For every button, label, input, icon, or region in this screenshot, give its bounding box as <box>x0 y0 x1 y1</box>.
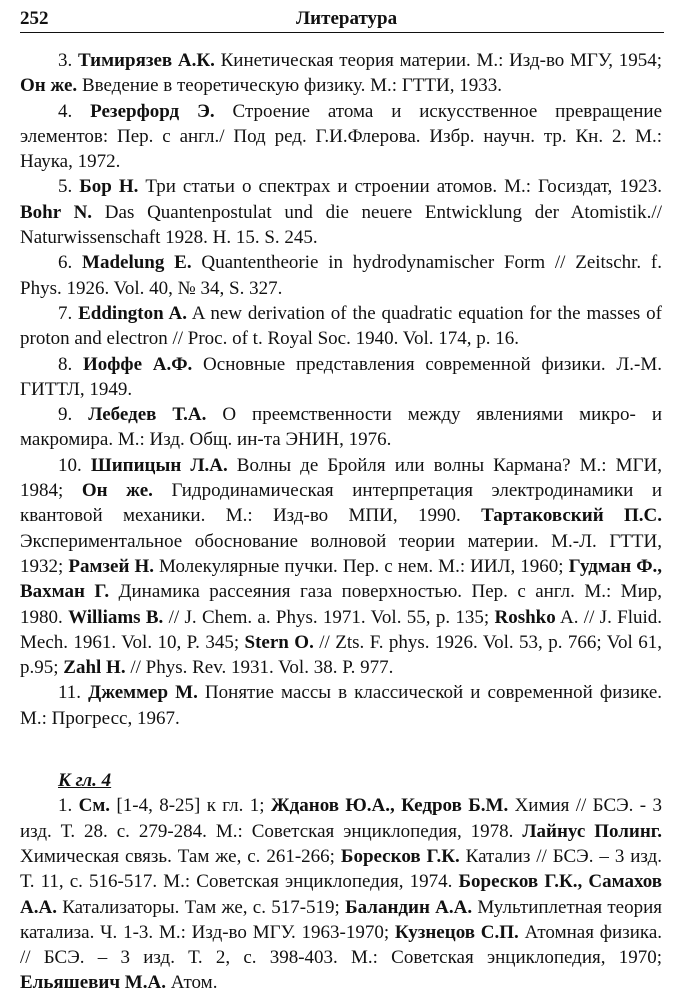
reference-author: Жданов Ю.А., Кедров Б.М. <box>270 795 509 817</box>
reference-text: Химическая связь. Там же, с. 261-266; <box>20 845 341 867</box>
reference-entry <box>20 99 662 175</box>
reference-author: Он же. <box>81 480 153 502</box>
reference-author: Тартаковский П.С. <box>481 505 663 527</box>
reference-author: Лайнус Полинг. <box>522 820 663 842</box>
reference-text: A. // J. Fluid. Mech. 1961. Vol. 10, P. 345; <box>20 606 663 653</box>
reference-text: Гидродинамическая интерпретация электродинамики и квантовой механики. М.: Изд-во МПИ, 1990. <box>20 480 663 527</box>
reference-text: Введение в теоретическую физику. М.: ГТТИ, 1933. <box>77 75 502 97</box>
reference-text: // Zts. F. phys. 1926. Vol. 53, p. 766; Vol 61, p.95; <box>20 631 662 679</box>
reference-entry <box>20 402 662 453</box>
running-title: Литература <box>296 8 398 29</box>
reference-text: 6. <box>58 252 83 274</box>
reference-text: 4. <box>58 100 91 122</box>
reference-author: Джеммер М. <box>88 682 198 704</box>
reference-text: О преемственности между явлениями микро- и макромира. М.: Изд. Общ. ин-та ЭНИН, 1976. <box>20 404 662 451</box>
reference-text: Quantentheorie in hydrodynamischer Form // Zeitschr. f. Phys. 1926. Vol. 40, № 34, S. 327. <box>20 252 663 299</box>
reference-text: 1. <box>58 795 79 817</box>
reference-text: Мультиплетная теория катализа. Ч. 1-3. М.: Изд-во МГУ. 1963-1970; <box>20 896 662 943</box>
reference-text: Катализаторы. Там же, с. 517-519; <box>56 896 346 918</box>
reference-entry <box>20 250 662 301</box>
reference-author: Кузнецов С.П. <box>394 921 519 943</box>
reference-author: Madelung E. <box>82 252 192 274</box>
reference-author: Он же. <box>20 75 78 97</box>
reference-text: 5. <box>58 176 80 198</box>
reference-entry <box>20 680 662 731</box>
reference-author: Williams B. <box>68 606 164 628</box>
reference-text: // Phys. Rev. 1931. Vol. 38. P. 977. <box>125 657 394 679</box>
chapter-heading: К гл. 4 <box>58 770 112 792</box>
reference-entry <box>20 453 662 681</box>
reference-text: 7. <box>58 302 79 324</box>
reference-text: Das Quantenpostulat und die neuere Entwicklung der Atomistik.// Naturwissenschaft 1928. H. 15. S. 245. <box>20 201 662 249</box>
reference-text: Экспериментальное обоснование волновой теории материи. М.-Л. ГТТИ, 1932; <box>20 530 662 577</box>
reference-text: Динамика рассеяния газа поверхностью. Пер. с англ. М.: Мир, 1980. <box>20 581 662 628</box>
reference-text: Химия // БСЭ. - 3 изд. Т. 28. с. 279-284. М.: Советская энциклопедия, 1978. <box>20 795 662 842</box>
reference-entry <box>20 174 662 250</box>
reference-list <box>20 48 662 731</box>
reference-text: Атом. <box>165 972 218 994</box>
reference-author: Тимирязев А.К. <box>77 50 215 71</box>
reference-author: Шипицын Л.А. <box>90 454 228 476</box>
reference-text: 3. <box>58 50 78 71</box>
reference-entry <box>20 352 662 403</box>
reference-text: Основные представления современной физики. Л.-М. ГИТТЛ, 1949. <box>20 353 663 400</box>
reference-text: [1-4, 8-25] к гл. 1; <box>110 795 271 817</box>
reference-author: Баландин А.А. <box>345 896 473 918</box>
reference-entry <box>20 48 662 99</box>
reference-author: Резерфорд Э. <box>90 100 215 122</box>
reference-author: Боресков Г.К. <box>340 845 460 867</box>
reference-text: Строение атома и искусственное превращение элементов: Пер. с англ./ Под ред. Г.И.Флерова. Избр. научн. тр. Кн. 2. М.: Наука, 1972. <box>20 100 662 173</box>
reference-author: Bohr N. <box>20 201 93 223</box>
reference-text: Кинетическая теория материи. М.: Изд-во МГУ, 1954; <box>214 50 662 71</box>
chapter-reference-list <box>20 793 662 995</box>
reference-author: Иоффе А.Ф. <box>83 353 193 375</box>
reference-text: 10. <box>58 454 91 476</box>
reference-author: Stern O. <box>244 631 314 653</box>
reference-entry <box>20 301 662 352</box>
reference-author: Ельяшевич М.А. <box>20 972 166 994</box>
reference-author: Roshko <box>494 606 556 628</box>
reference-text: Атомная физика. // БСЭ. – 3 изд. Т. 2, с. 398-403. М.: Советская энциклопедия, 1970; <box>20 921 663 969</box>
reference-author: Zahl H. <box>63 657 126 679</box>
reference-text: 8. <box>58 353 83 375</box>
reference-text: Волны де Бройля или волны Кармана? М.: МГИ, 1984; <box>20 454 663 502</box>
reference-author: Лебедев Т.А. <box>88 404 207 426</box>
reference-text: A new derivation of the quadratic equation for the masses of proton and electron // Proc. of t. Royal Soc. 1940. Vol. 174, p. 16. <box>20 302 662 350</box>
reference-author: Боресков Г.К., Самахов А.А. <box>20 871 663 918</box>
reference-text: 11. <box>58 682 89 704</box>
reference-text: 9. <box>58 404 89 426</box>
page-number: 252 <box>20 8 49 29</box>
reference-author: Рамзей Н. <box>68 555 154 577</box>
reference-author: См. <box>78 795 111 817</box>
reference-text: Катализ // БСЭ. – 3 изд. Т. 11, с. 516-517. М.: Советская энциклопедия, 1974. <box>20 845 662 893</box>
reference-text: Молекулярные пучки. Пер. с нем. М.: ИИЛ, 1960; <box>154 555 569 577</box>
reference-author: Бор Н. <box>79 176 139 198</box>
reference-text: Понятие массы в классической и современной физике. М.: Прогресс, 1967. <box>20 682 663 729</box>
running-header <box>20 6 664 33</box>
reference-text: // J. Chem. a. Phys. 1971. Vol. 55, p. 135; <box>163 606 495 628</box>
reference-author: Eddington A. <box>78 302 187 324</box>
bibliography <box>20 48 662 996</box>
reference-entry <box>20 793 662 995</box>
reference-author: Гудман Ф., Вахман Г. <box>20 555 663 603</box>
reference-text: Три статьи о спектрах и строении атомов. М.: Госиздат, 1923. <box>138 176 663 198</box>
